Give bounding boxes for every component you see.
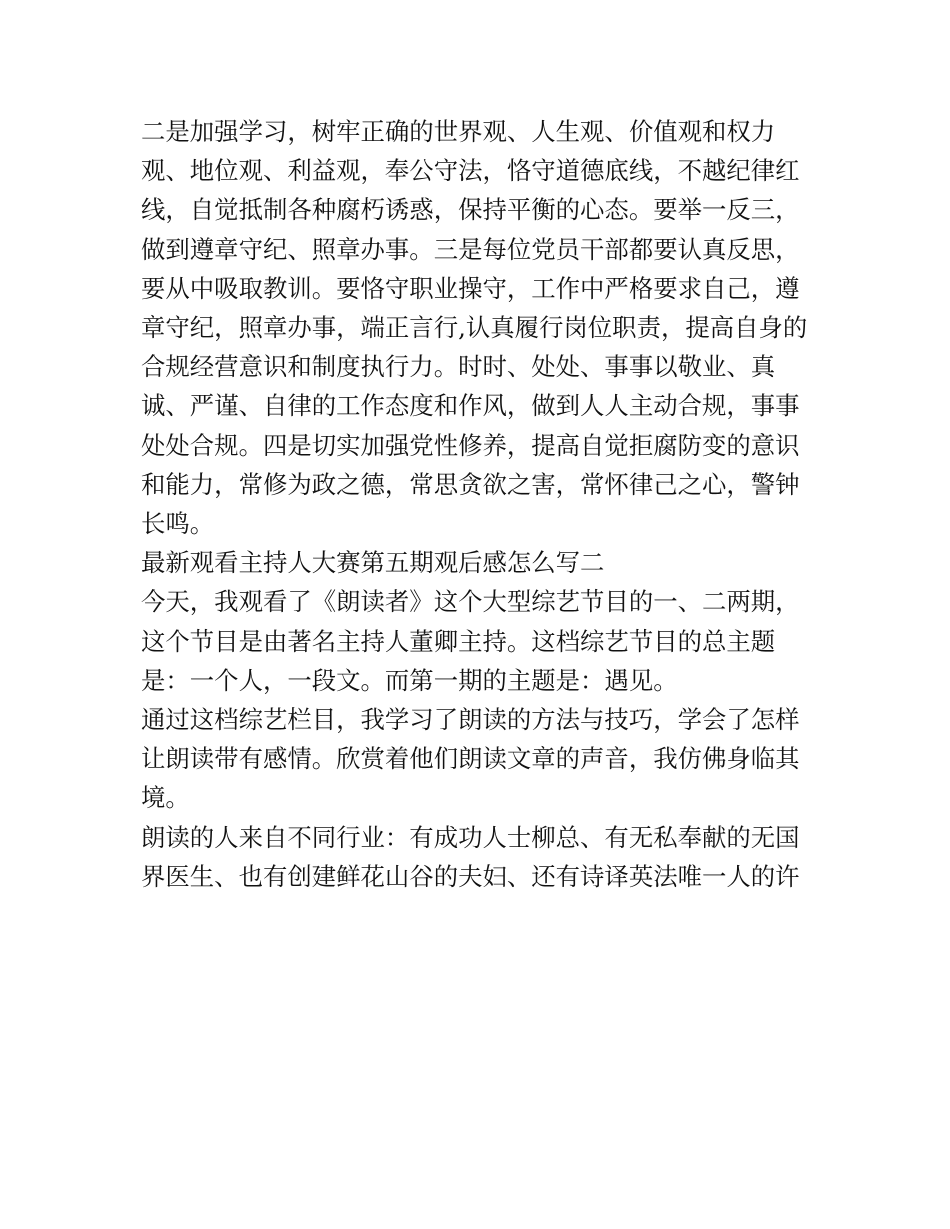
body-paragraph-4: 朗读的人来自不同行业：有成功人士柳总、有无私奉献的无国界医生、也有创建鲜花山谷的夫妇、还有诗译英法唯一人的许 — [141, 822, 800, 891]
body-paragraph-3: 通过这档综艺栏目，我学习了朗读的方法与技巧，学会了怎样让朗读带有感情。欣赏着他们朗读文章的声音，我仿佛身临其境。 — [141, 705, 800, 813]
body-paragraph-1: 二是加强学习，树牢正确的世界观、人生观、价值观和权力观、地位观、利益观，奉公守法，恪守道德底线，不越纪律红线，自觉抵制各种腐朽诱惑，保持平衡的心态。要举一反三，做到遵章守纪、照章办事。三是每位党员干部都要认真反思，要从中吸取教训。要恪守职业操守，工作中严格要求自己，遵章守纪，照章办事，端正言行,认真履行岗位职责，提高自身的合规经营意识和制度执行力。时时、处处、事事以敬业、真诚、严谨、自律的工作态度和作风，做到人人主动合规，事事处处合规。四是切实加强党性修养，提高自觉拒腐防变的意识和能力，常修为政之德，常思贪欲之害，常怀律己之心，警钟长鸣。 — [141, 117, 808, 539]
body-paragraph-2: 今天，我观看了《朗读者》这个大型综艺节目的一、二两期，这个节目是由著名主持人董卿主持。这档综艺节目的总主题是：一个人，一段文。而第一期的主题是：遇见。 — [141, 587, 800, 695]
document-page — [141, 112, 816, 896]
section-title: 最新观看主持人大赛第五期观后感怎么写二 — [141, 548, 605, 578]
